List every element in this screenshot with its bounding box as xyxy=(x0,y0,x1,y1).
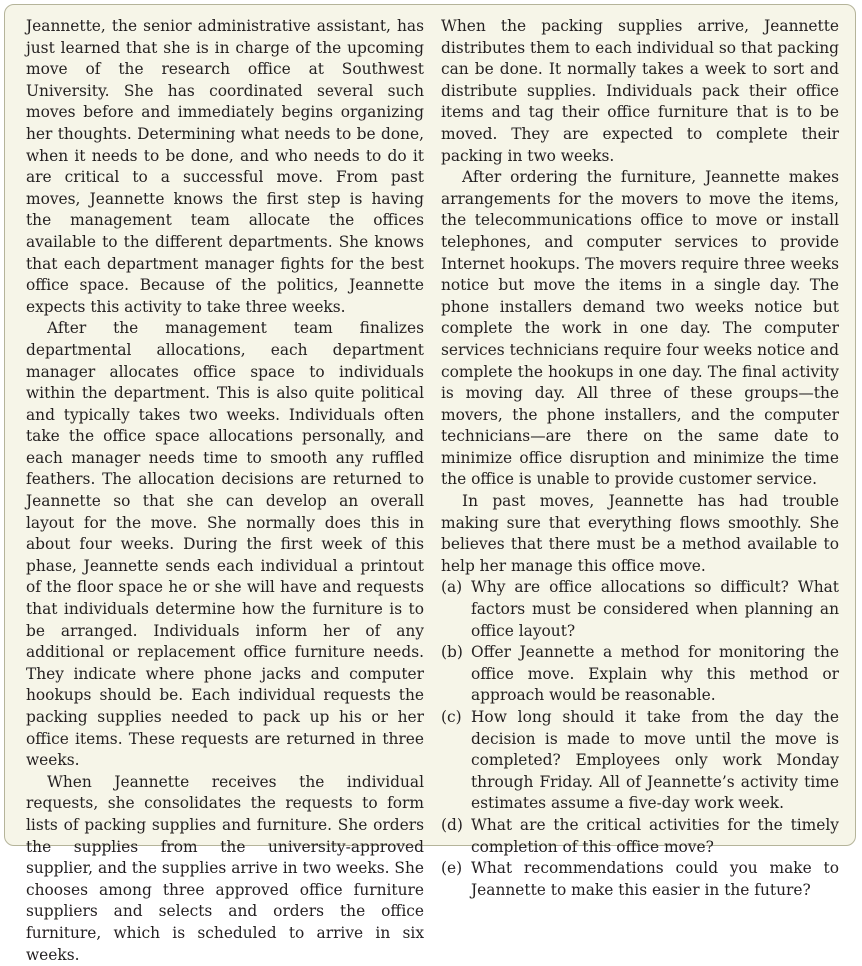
question-text: What recommendations could you make to Jeannette to make this easier in the future? xyxy=(471,859,839,899)
question-text: Why are office allocations so difficult? What factors must be considered when planning an office layout? xyxy=(471,578,839,640)
case-study-panel xyxy=(4,4,856,964)
paragraph-ordering: When Jeannette receives the individual requests, she consolidates the requests to form lists of packing supplies and furniture. She orders the supplies from the university-approved supplier, and the supplies arrive in two weeks. She chooses among three approved office furniture suppliers and selects and orders the office furniture, which is scheduled to arrive in six weeks. xyxy=(26,772,424,964)
question-text: How long should it take from the day the decision is made to move until the move is completed? Employees only work Monday through Friday. All of Jeannette’s activity time estimates assume a five-day work week. xyxy=(471,708,839,813)
question-label: (a) xyxy=(441,578,463,597)
question-text: What are the critical activities for the timely completion of this office move? xyxy=(471,815,839,856)
paragraph-department-allocation: After the management team finalizes departmental allocations, each department manager allocates office space to individuals within the department. This is also quite political and typically takes two weeks. Individuals often take the office space allocations personally, and each manager needs time to smooth any ruffled feathers. The allocation decisions are returned to Jeannette so that she can develop an overall layout for the move. She normally does this in about four weeks. During the first week of this phase, Jeannette sends each individual a printout of the floor space he or she will have and requests that individuals determine how the furniture is to be arranged. Individuals inform her of any additional or replacement office furniture needs. They indicate where phone jacks and computer hookups should be. Each individual requests the packing supplies needed to pack up his or her office items. These requests are returned in three weeks. xyxy=(26,319,424,770)
paragraph-intro: Jeannette, the senior administrative assistant, has just learned that she is in charge of the upcoming move of the research office at Southwest University. She has coordinated several such moves before and immediately begins organizing her thoughts. Determining what needs to be done, when it needs to be done, and who needs to do it are critical to a successful move. From past moves, Jeannette knows the first step is having the management team allocate the offices available to the different departments. She knows that each department manager fights for the best office space. Because of the politics, Jeannette expects this activity to take three weeks. xyxy=(26,17,424,316)
question-label: (c) xyxy=(441,708,462,726)
question-label: (e) xyxy=(441,859,463,878)
paragraph-past-moves: In past moves, Jeannette has had trouble making sure that everything flows smoothly. She believes that there must be a method available to help her manage this office move. xyxy=(441,492,839,575)
paragraph-packing: When the packing supplies arrive, Jeannette distributes them to each individual so that packing can be done. It normally takes a week to sort and distribute supplies. Individuals pack their office items and tag their office furniture that is to be moved. They are expected to complete their packing in two weeks. xyxy=(441,17,839,165)
question-c xyxy=(441,707,839,815)
question-label: (d) xyxy=(441,815,463,834)
question-b xyxy=(441,642,839,707)
question-d xyxy=(441,815,839,858)
question-text: Offer Jeannette a method for monitoring the office move. Explain why this method or approach would be reasonable. xyxy=(471,643,839,705)
question-e xyxy=(441,858,839,901)
right-column xyxy=(441,16,839,901)
left-column xyxy=(26,16,424,966)
question-label: (b) xyxy=(441,643,463,662)
paragraph-arrangements: After ordering the furniture, Jeannette makes arrangements for the movers to move the items, the telecommunications office to move or install telephones, and computer services to provide Internet hookups. The movers require three weeks notice but move the items in a single day. The phone installers demand two weeks notice but complete the work in one day. The computer services technicians require four weeks notice and complete the hookups in one day. The final activity is moving day. All three of these groups—the movers, the phone installers, and the computer technicians—are there on the same date to minimize office disruption and minimize the time the office is unable to provide customer service. xyxy=(441,168,839,489)
question-a xyxy=(441,577,839,642)
